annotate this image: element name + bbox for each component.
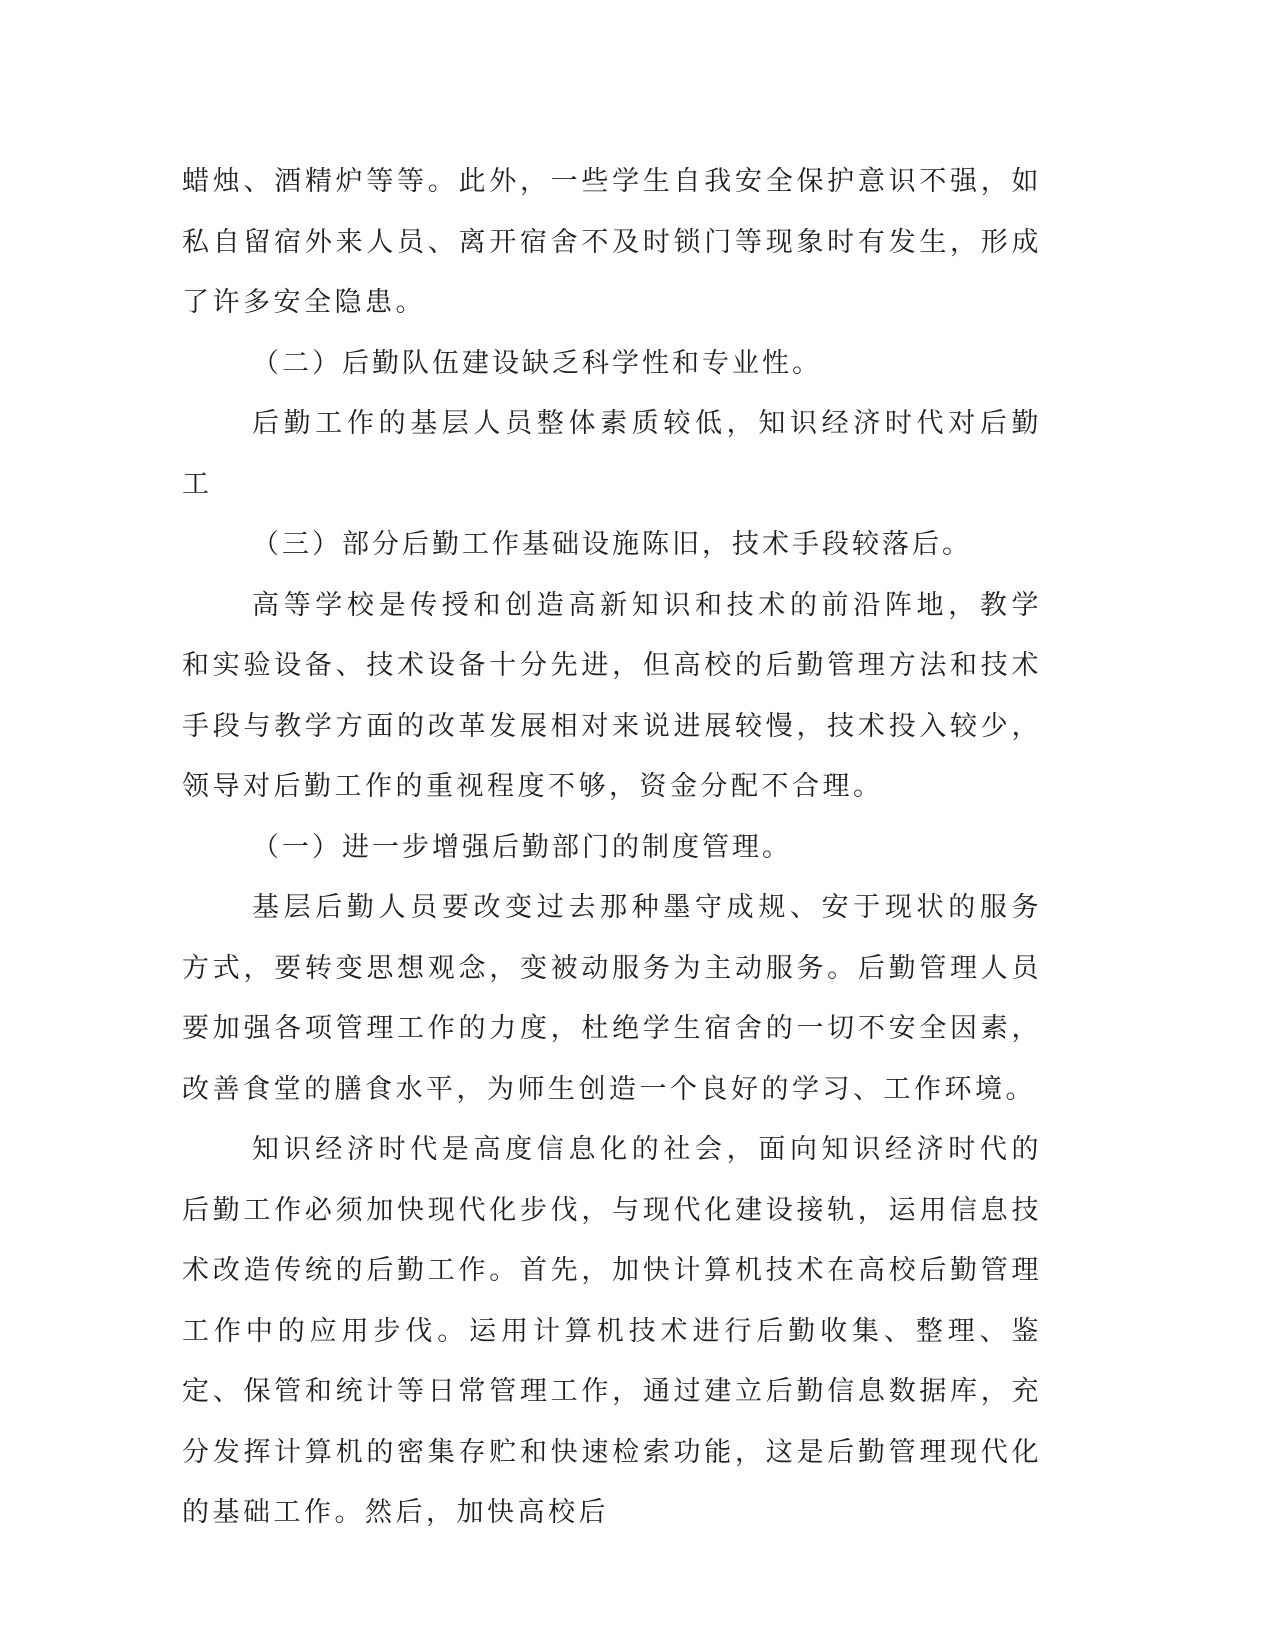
section-heading-3: （三）部分后勤工作基础设施陈旧，技术手段较落后。 [252,529,972,560]
paragraph-safety-hazards: 蜡烛、酒精炉等等。此外，一些学生自我安全保护意识不强，如私自留宿外来人员、离开宿舍不及时锁门等现象时有发生，形成了许多安全隐患。 [182,166,1042,318]
paragraph-staff-quality: 后勤工作的基层人员整体素质较低，知识经济时代对后勤工 [182,408,1042,500]
section-heading-1: （一）进一步增强后勤部门的制度管理。 [252,831,792,863]
section-heading-2: （二）后勤队伍建设缺乏科学性和专业性。 [252,347,822,379]
paragraph-informatization: 知识经济时代是高度信息化的社会，面向知识经济时代的后勤工作必须加快现代化步伐，与现代化建设接轨，运用信息技术改造传统的后勤工作。首先，加快计算机技术在高校后勤管理工作中的应用步伐。运用计算机技术进行后勤收集、整理、鉴定、保管和统计等日常管理工作，通过建立后勤信息数据库，充分发挥计算机的密集存贮和快速检索功能，这是后勤管理现代化的基础工作。然后，加快高校后 [182,1134,1042,1528]
document-body [182,152,1042,1544]
paragraph-management: 基层后勤人员要改变过去那种墨守成规、安于现状的服务方式，要转变思想观念，变被动服务为主动服务。后勤管理人员要加强各项管理工作的力度，杜绝学生宿舍的一切不安全因素，改善食堂的膳食水平，为师生创造一个良好的学习、工作环境。 [182,892,1042,1105]
paragraph-infrastructure: 高等学校是传授和创造高新知识和技术的前沿阵地，教学和实验设备、技术设备十分先进，但高校的后勤管理方法和技术手段与教学方面的改革发展相对来说进展较慢，技术投入较少，领导对后勤工作的重视程度不够，资金分配不合理。 [182,589,1042,802]
